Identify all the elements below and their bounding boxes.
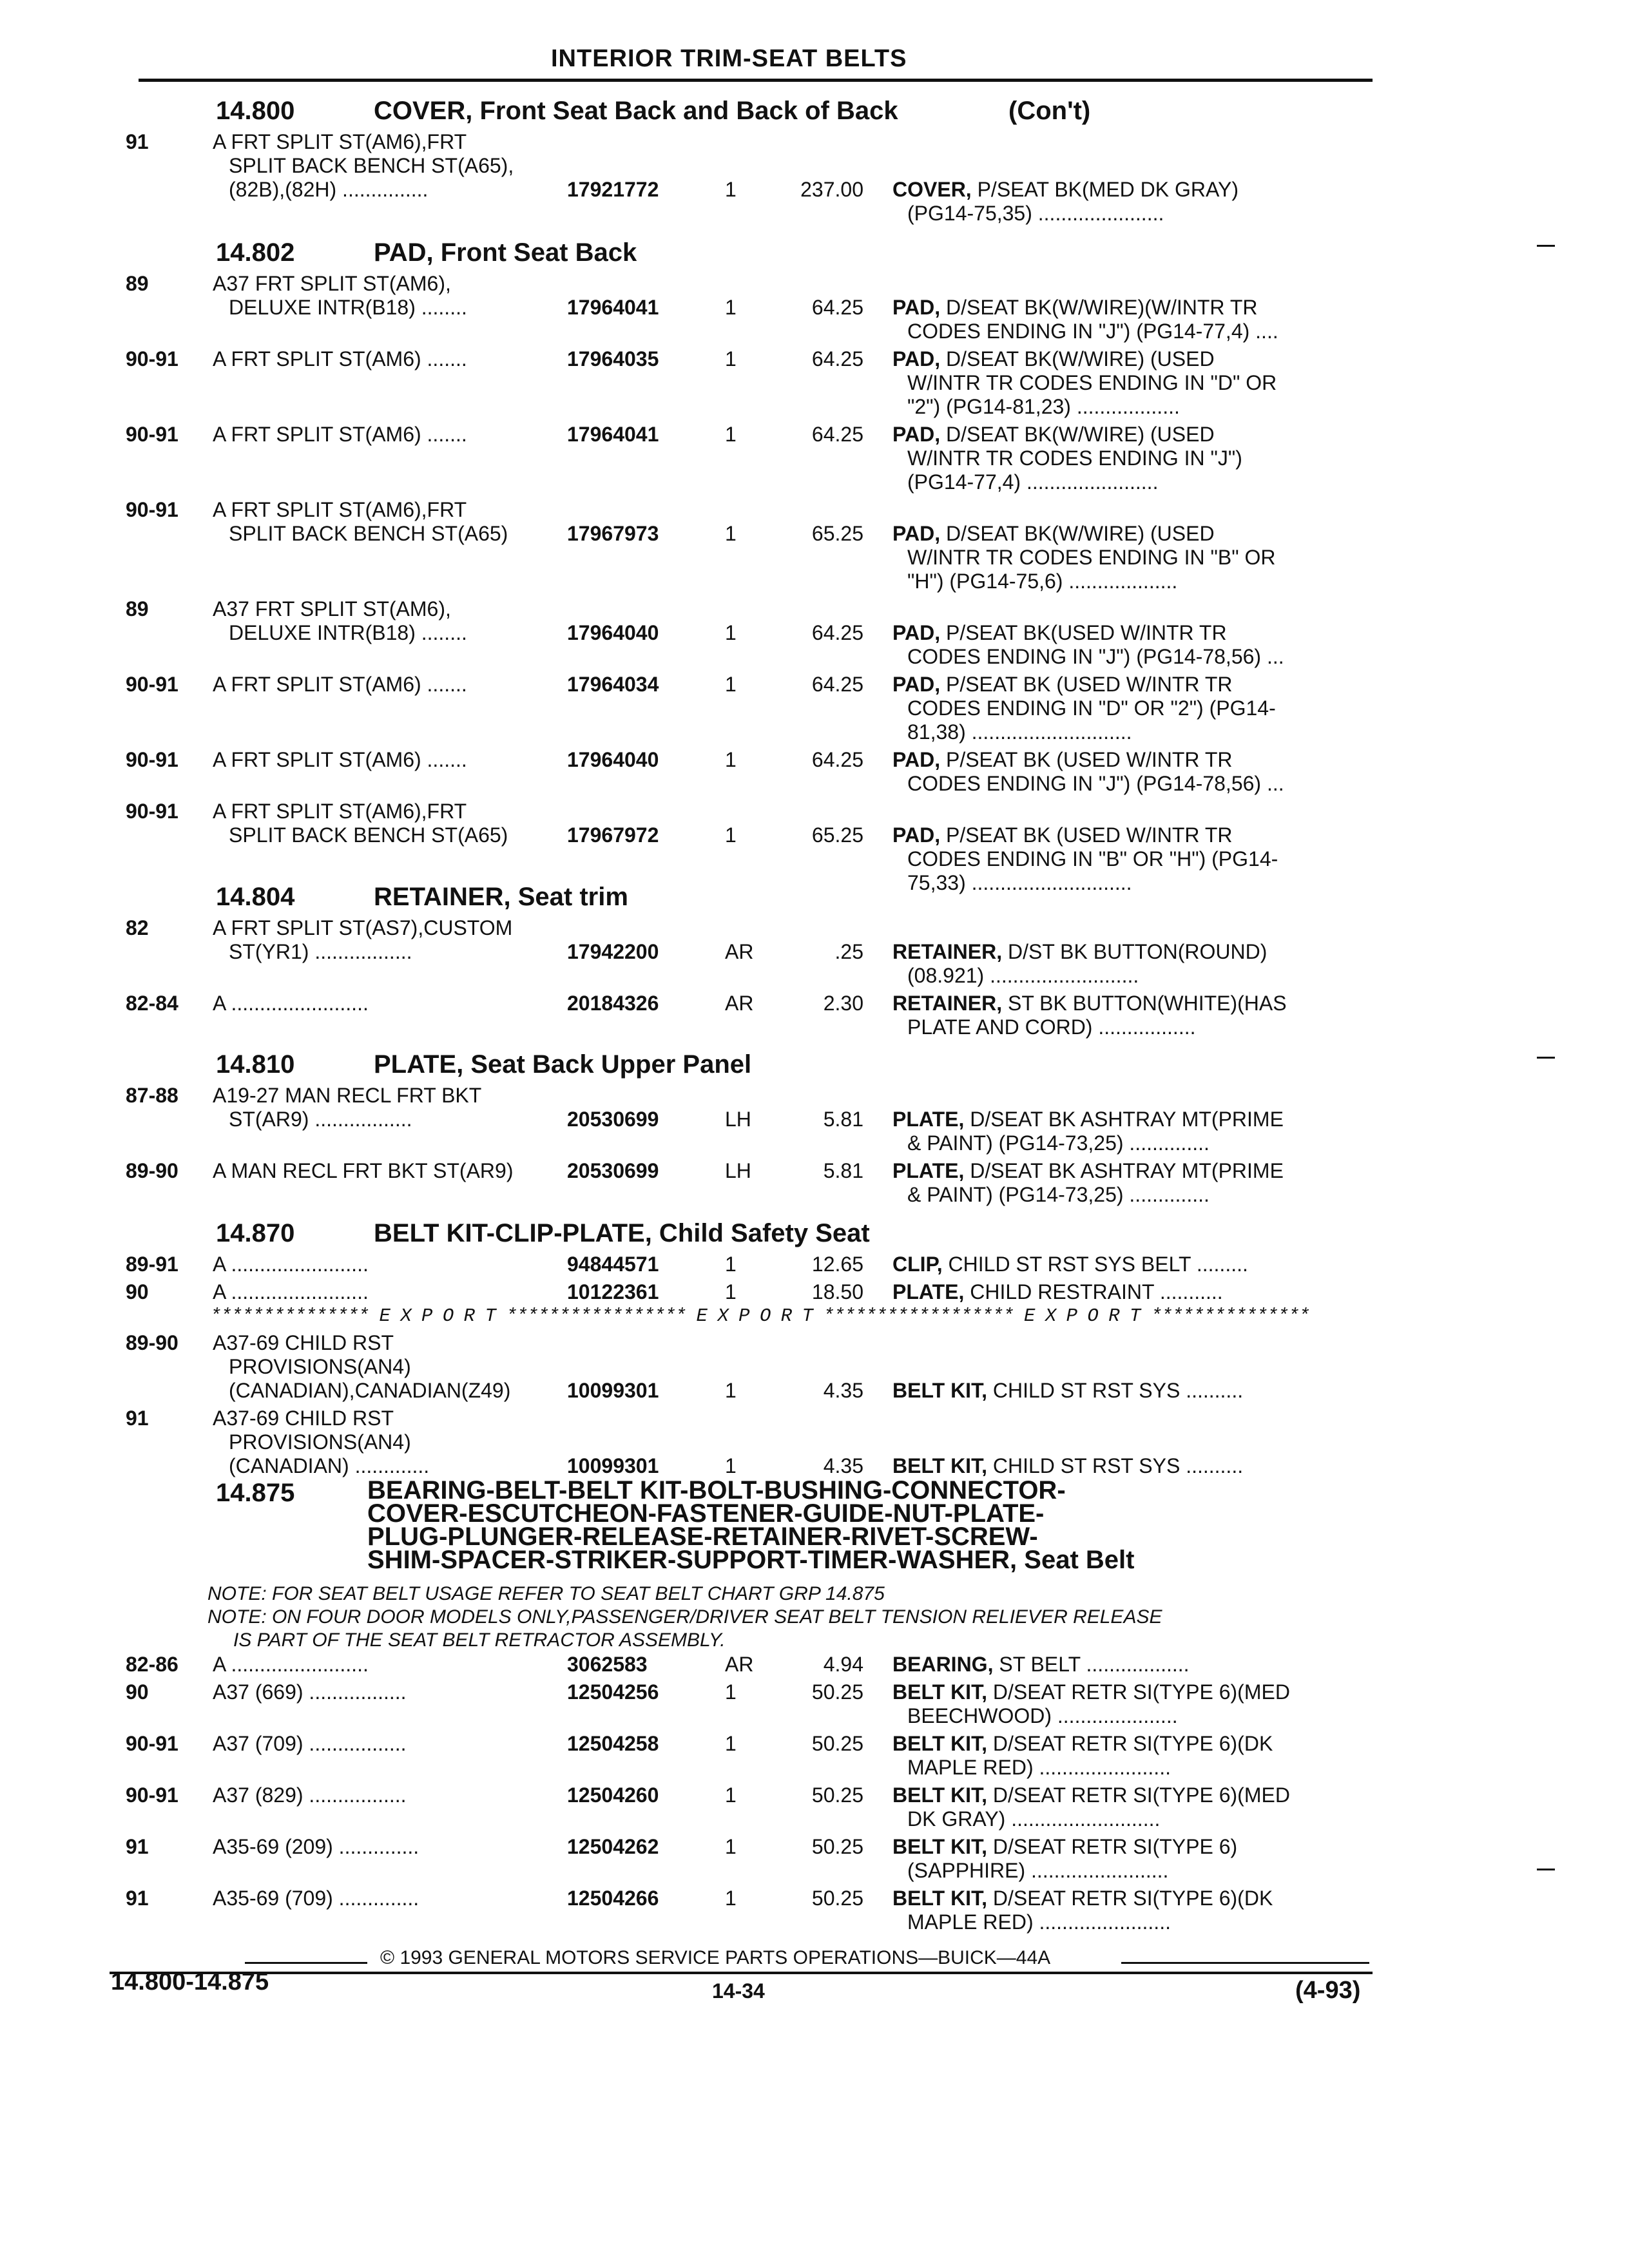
row-model: 91 <box>126 1887 149 1910</box>
row-part-number: 20530699 <box>567 1108 659 1131</box>
row-quantity: AR <box>725 992 754 1015</box>
row-description-cont: DK GRAY) .......................... <box>907 1807 1161 1831</box>
row-description-cont: CODES ENDING IN "J") (PG14-77,4) .... <box>907 320 1278 343</box>
row-description-first <box>892 178 1239 202</box>
row-part-number: 17967973 <box>567 522 659 545</box>
footer-page-number: 14-34 <box>712 1979 765 2003</box>
row-quantity: 1 <box>725 1732 737 1755</box>
row-description-cont: "2") (PG14-81,23) .................. <box>907 395 1180 418</box>
row-price: 65.25 <box>811 823 863 847</box>
row-quantity: 1 <box>725 347 737 370</box>
row-model: 91 <box>126 1835 149 1858</box>
row-price: 64.25 <box>811 621 863 644</box>
row-part-number: 17964040 <box>567 621 659 644</box>
row-model: 89-91 <box>126 1253 178 1276</box>
row-application: A37 (829) ................. <box>213 1783 407 1807</box>
row-description-keyword: RETAINER, <box>892 940 1003 963</box>
row-model: 89 <box>126 597 149 620</box>
row-description-cont: CODES ENDING IN "B" OR "H") (PG14- <box>907 847 1278 870</box>
row-application: A37 FRT SPLIT ST(AM6), <box>213 272 451 295</box>
row-price: 64.25 <box>811 423 863 446</box>
row-application: PROVISIONS(AN4) <box>229 1430 411 1454</box>
row-description-keyword: COVER, <box>892 178 972 201</box>
row-price: 50.25 <box>811 1732 863 1755</box>
row-quantity: 1 <box>725 1680 737 1704</box>
section-note: NOTE: ON FOUR DOOR MODELS ONLY,PASSENGER/DRIVER SEAT BELT TENSION RELIEVER RELEASE <box>207 1606 1162 1628</box>
row-application: A ........................ <box>213 1280 369 1303</box>
row-application: A ........................ <box>213 1653 369 1676</box>
section-note: NOTE: FOR SEAT BELT USAGE REFER TO SEAT BELT CHART GRP 14.875 <box>207 1583 885 1604</box>
row-model: 90-91 <box>126 1732 178 1755</box>
row-part-number: 17964041 <box>567 296 659 319</box>
row-model: 90-91 <box>126 748 178 771</box>
row-description-cont: 81,38) ............................ <box>907 720 1132 744</box>
row-application: A37 (669) ................. <box>213 1680 407 1704</box>
row-quantity: LH <box>725 1159 751 1182</box>
row-description-first <box>892 992 1287 1015</box>
row-part-number: 12504256 <box>567 1680 659 1704</box>
row-price: 50.25 <box>811 1835 863 1858</box>
row-description-cont: & PAINT) (PG14-73,25) .............. <box>907 1131 1210 1155</box>
row-description-keyword: PAD, <box>892 347 941 370</box>
row-description-first <box>892 1159 1284 1183</box>
row-model: 90-91 <box>126 673 178 696</box>
row-price: 2.30 <box>823 992 863 1015</box>
row-description-text: D/SEAT BK(W/WIRE) (USED <box>940 347 1215 370</box>
row-description-keyword: BELT KIT, <box>892 1680 987 1704</box>
margin-tick-mark <box>1537 1869 1555 1870</box>
row-part-number: 12504260 <box>567 1783 659 1807</box>
row-part-number: 17967972 <box>567 823 659 847</box>
row-application: DELUXE INTR(B18) ........ <box>229 621 467 644</box>
row-application: A FRT SPLIT ST(AM6) ....... <box>213 748 467 771</box>
row-part-number: 10099301 <box>567 1454 659 1477</box>
row-application: SPLIT BACK BENCH ST(A65) <box>229 823 508 847</box>
row-description-first <box>892 1253 1248 1276</box>
row-description-text: P/SEAT BK (USED W/INTR TR <box>940 823 1233 847</box>
row-price: 64.25 <box>811 347 863 370</box>
row-application: A37-69 CHILD RST <box>213 1331 394 1354</box>
row-description-first <box>892 748 1232 772</box>
row-application: SPLIT BACK BENCH ST(A65), <box>229 154 514 177</box>
row-price: 4.94 <box>823 1653 863 1676</box>
row-model: 87-88 <box>126 1084 178 1107</box>
row-application: A35-69 (209) .............. <box>213 1835 419 1858</box>
row-description-cont: (08.921) .......................... <box>907 964 1139 987</box>
footer-rule-right <box>1121 1962 1369 1964</box>
row-application: A37 FRT SPLIT ST(AM6), <box>213 597 451 620</box>
section-title: PLATE, Seat Back Upper Panel <box>374 1050 752 1079</box>
row-application: (CANADIAN),CANADIAN(Z49) <box>229 1379 511 1402</box>
row-description-cont: W/INTR TR CODES ENDING IN "B" OR <box>907 546 1276 569</box>
row-part-number: 12504258 <box>567 1732 659 1755</box>
row-quantity: 1 <box>725 1835 737 1858</box>
footer-rule-left <box>245 1962 367 1964</box>
row-price: 65.25 <box>811 522 863 545</box>
row-application: SPLIT BACK BENCH ST(A65) <box>229 522 508 545</box>
row-description-keyword: BELT KIT, <box>892 1835 987 1858</box>
row-part-number: 12504262 <box>567 1835 659 1858</box>
row-description-first <box>892 621 1227 645</box>
page-header-title: INTERIOR TRIM-SEAT BELTS <box>551 45 907 72</box>
row-description-first <box>892 423 1215 447</box>
row-part-number: 17921772 <box>567 178 659 201</box>
row-description-first <box>892 940 1267 964</box>
row-price: 5.81 <box>823 1108 863 1131</box>
row-model: 89-90 <box>126 1159 178 1182</box>
row-quantity: AR <box>725 1653 754 1676</box>
section-title-line: BEARING-BELT-BELT KIT-BOLT-BUSHING-CONNECTOR- <box>367 1476 1066 1504</box>
row-description-keyword: PAD, <box>892 522 941 545</box>
row-description-text: P/SEAT BK(MED DK GRAY) <box>971 178 1239 201</box>
row-description-first <box>892 1732 1273 1756</box>
row-description-text: D/SEAT BK ASHTRAY MT(PRIME <box>964 1108 1284 1131</box>
row-model: 90 <box>126 1680 149 1704</box>
row-description-first <box>892 1280 1223 1304</box>
section-number: 14.804 <box>216 883 295 911</box>
row-description-cont: CODES ENDING IN "D" OR "2") (PG14- <box>907 697 1276 720</box>
export-line: *************** E X P O R T ***************** E X P O R T ****************** E X P O R T *************** <box>210 1305 1309 1327</box>
margin-tick-mark <box>1537 245 1555 247</box>
section-title: PAD, Front Seat Back <box>374 238 637 267</box>
row-description-first <box>892 296 1258 320</box>
row-part-number: 12504266 <box>567 1887 659 1910</box>
row-description-keyword: PAD, <box>892 621 941 644</box>
row-description-text: D/SEAT BK(W/WIRE) (USED <box>940 423 1215 446</box>
row-part-number: 17964041 <box>567 423 659 446</box>
row-model: 90-91 <box>126 347 178 370</box>
row-part-number: 20184326 <box>567 992 659 1015</box>
row-price: 50.25 <box>811 1887 863 1910</box>
row-description-cont: (PG14-77,4) ....................... <box>907 470 1159 494</box>
row-quantity: 1 <box>725 1783 737 1807</box>
row-quantity: 1 <box>725 1280 737 1303</box>
row-model: 82 <box>126 916 149 939</box>
row-description-keyword: RETAINER, <box>892 992 1003 1015</box>
row-description-first <box>892 673 1232 697</box>
row-description-text: D/SEAT RETR SI(TYPE 6)(MED <box>987 1783 1290 1807</box>
row-quantity: 1 <box>725 522 737 545</box>
row-application: A37-69 CHILD RST <box>213 1407 394 1430</box>
row-description-cont: W/INTR TR CODES ENDING IN "D" OR <box>907 371 1277 394</box>
row-description-text: P/SEAT BK (USED W/INTR TR <box>940 748 1233 771</box>
row-description-text: D/SEAT RETR SI(TYPE 6)(MED <box>987 1680 1290 1704</box>
row-model: 90-91 <box>126 498 178 521</box>
row-price: 237.00 <box>800 178 863 201</box>
section-title: BELT KIT-CLIP-PLATE, Child Safety Seat <box>374 1219 870 1247</box>
row-application: A FRT SPLIT ST(AM6),FRT <box>213 130 467 153</box>
row-price: 64.25 <box>811 296 863 319</box>
row-application: A MAN RECL FRT BKT ST(AR9) <box>213 1159 514 1182</box>
row-application: A FRT SPLIT ST(AM6) ....... <box>213 347 467 370</box>
row-model: 91 <box>126 130 149 153</box>
row-description-cont: & PAINT) (PG14-73,25) .............. <box>907 1183 1210 1206</box>
row-part-number: 17964035 <box>567 347 659 370</box>
section-number: 14.800 <box>216 97 295 125</box>
row-description-keyword: BELT KIT, <box>892 1732 987 1755</box>
row-description-first <box>892 1653 1190 1677</box>
row-description-first <box>892 347 1215 371</box>
row-description-keyword: PAD, <box>892 673 941 696</box>
row-description-text: CHILD RESTRAINT ........... <box>964 1280 1223 1303</box>
footer-range: 14.800-14.875 <box>111 1968 269 1995</box>
row-price: 50.25 <box>811 1783 863 1807</box>
row-part-number: 94844571 <box>567 1253 659 1276</box>
row-application: A19-27 MAN RECL FRT BKT <box>213 1084 482 1107</box>
section-title: RETAINER, Seat trim <box>374 883 628 911</box>
row-description-text: CHILD ST RST SYS BELT ......... <box>942 1253 1248 1276</box>
row-price: 5.81 <box>823 1159 863 1182</box>
row-description-text: D/ST BK BUTTON(ROUND) <box>1002 940 1268 963</box>
row-quantity: 1 <box>725 673 737 696</box>
row-quantity: LH <box>725 1108 751 1131</box>
row-description-text: D/SEAT BK ASHTRAY MT(PRIME <box>964 1159 1284 1182</box>
row-description-text: P/SEAT BK(USED W/INTR TR <box>940 621 1227 644</box>
row-model: 90-91 <box>126 423 178 446</box>
footer-date: (4-93) <box>1295 1977 1361 2004</box>
row-model: 89 <box>126 272 149 295</box>
row-quantity: 1 <box>725 1454 737 1477</box>
row-application: A FRT SPLIT ST(AM6),FRT <box>213 498 467 521</box>
row-quantity: 1 <box>725 1379 737 1402</box>
row-price: .25 <box>834 940 863 963</box>
row-model: 90-91 <box>126 1783 178 1807</box>
row-description-keyword: BELT KIT, <box>892 1887 987 1910</box>
row-part-number: 10122361 <box>567 1280 659 1303</box>
row-model: 90-91 <box>126 800 178 823</box>
row-price: 50.25 <box>811 1680 863 1704</box>
footer-rule-bottom <box>110 1972 1373 1974</box>
row-application: A35-69 (709) .............. <box>213 1887 419 1910</box>
row-price: 12.65 <box>811 1253 863 1276</box>
section-title-line: SHIM-SPACER-STRIKER-SUPPORT-TIMER-WASHER, Seat Belt <box>367 1546 1135 1574</box>
row-model: 82-86 <box>126 1653 178 1676</box>
section-note: IS PART OF THE SEAT BELT RETRACTOR ASSEMBLY. <box>233 1629 726 1651</box>
row-description-cont: CODES ENDING IN "J") (PG14-78,56) ... <box>907 645 1284 668</box>
margin-tick-mark <box>1537 1057 1555 1059</box>
row-part-number: 17964034 <box>567 673 659 696</box>
row-price: 64.25 <box>811 748 863 771</box>
row-description-first <box>892 1887 1273 1910</box>
row-description-keyword: PAD, <box>892 823 941 847</box>
row-description-cont: (SAPPHIRE) ........................ <box>907 1859 1169 1882</box>
row-price: 64.25 <box>811 673 863 696</box>
row-application: A FRT SPLIT ST(AS7),CUSTOM <box>213 916 513 939</box>
row-description-text: D/SEAT BK(W/WIRE) (USED <box>940 522 1215 545</box>
row-description-first <box>892 1835 1237 1859</box>
row-application: ST(YR1) ................. <box>229 940 412 963</box>
row-description-cont: CODES ENDING IN "J") (PG14-78,56) ... <box>907 772 1284 795</box>
row-price: 18.50 <box>811 1280 863 1303</box>
section-number: 14.810 <box>216 1050 295 1079</box>
row-quantity: 1 <box>725 178 737 201</box>
row-quantity: 1 <box>725 748 737 771</box>
row-description-text: ST BK BUTTON(WHITE)(HAS <box>1002 992 1287 1015</box>
row-description-first <box>892 522 1215 546</box>
row-description-keyword: PLATE, <box>892 1159 965 1182</box>
row-part-number: 17964040 <box>567 748 659 771</box>
row-price: 4.35 <box>823 1379 863 1402</box>
row-application: A FRT SPLIT ST(AM6) ....... <box>213 423 467 446</box>
row-quantity: 1 <box>725 296 737 319</box>
section-number: 14.870 <box>216 1219 295 1247</box>
row-description-keyword: CLIP, <box>892 1253 943 1276</box>
row-description-keyword: PLATE, <box>892 1280 965 1303</box>
row-description-first <box>892 1379 1243 1403</box>
row-description-cont: MAPLE RED) ....................... <box>907 1756 1171 1779</box>
row-application: A ........................ <box>213 1253 369 1276</box>
row-description-text: P/SEAT BK (USED W/INTR TR <box>940 673 1233 696</box>
row-model: 89-90 <box>126 1331 178 1354</box>
row-application: (82B),(82H) ............... <box>229 178 429 201</box>
row-description-text: ST BELT .................. <box>993 1653 1190 1676</box>
row-description-cont: 75,33) ............................ <box>907 871 1132 894</box>
row-quantity: 1 <box>725 621 737 644</box>
section-title-line: COVER-ESCUTCHEON-FASTENER-GUIDE-NUT-PLATE- <box>367 1499 1045 1528</box>
row-price: 4.35 <box>823 1454 863 1477</box>
row-description-text: D/SEAT BK(W/WIRE)(W/INTR TR <box>940 296 1258 319</box>
row-description-cont: (PG14-75,35) ...................... <box>907 202 1164 225</box>
row-description-cont: PLATE AND CORD) ................. <box>907 1015 1196 1039</box>
row-description-first <box>892 1454 1243 1478</box>
row-application: ST(AR9) ................. <box>229 1108 412 1131</box>
row-description-keyword: BEARING, <box>892 1653 994 1676</box>
row-description-first <box>892 1783 1290 1807</box>
row-part-number: 10099301 <box>567 1379 659 1402</box>
row-application: A ........................ <box>213 992 369 1015</box>
row-description-text: D/SEAT RETR SI(TYPE 6) <box>987 1835 1238 1858</box>
row-application: DELUXE INTR(B18) ........ <box>229 296 467 319</box>
header-rule <box>139 79 1373 82</box>
row-description-first <box>892 823 1232 847</box>
row-description-text: D/SEAT RETR SI(TYPE 6)(DK <box>987 1887 1273 1910</box>
row-quantity: 1 <box>725 823 737 847</box>
row-part-number: 20530699 <box>567 1159 659 1182</box>
section-number: 14.802 <box>216 238 295 267</box>
row-description-keyword: BELT KIT, <box>892 1783 987 1807</box>
row-part-number: 3062583 <box>567 1653 648 1676</box>
section-title-line: PLUG-PLUNGER-RELEASE-RETAINER-RIVET-SCREW- <box>367 1523 1038 1551</box>
row-description-keyword: BELT KIT, <box>892 1454 987 1477</box>
row-description-first <box>892 1108 1284 1131</box>
row-model: 90 <box>126 1280 149 1303</box>
row-application: PROVISIONS(AN4) <box>229 1355 411 1378</box>
row-description-keyword: PAD, <box>892 296 941 319</box>
row-description-cont: BEECHWOOD) ..................... <box>907 1704 1178 1727</box>
row-application: (CANADIAN) ............. <box>229 1454 430 1477</box>
row-description-text: CHILD ST RST SYS .......... <box>987 1454 1244 1477</box>
row-model: 82-84 <box>126 992 178 1015</box>
row-description-keyword: PLATE, <box>892 1108 965 1131</box>
row-application: A FRT SPLIT ST(AM6),FRT <box>213 800 467 823</box>
footer-copyright: © 1993 GENERAL MOTORS SERVICE PARTS OPERATIONS—BUICK—44A <box>380 1947 1051 1968</box>
section-continued: (Con't) <box>1008 97 1091 125</box>
row-description-cont: MAPLE RED) ....................... <box>907 1910 1171 1934</box>
row-model: 91 <box>126 1407 149 1430</box>
row-quantity: AR <box>725 940 754 963</box>
row-description-keyword: BELT KIT, <box>892 1379 987 1402</box>
row-description-text: D/SEAT RETR SI(TYPE 6)(DK <box>987 1732 1273 1755</box>
row-description-first <box>892 1680 1290 1704</box>
row-application: A FRT SPLIT ST(AM6) ....... <box>213 673 467 696</box>
row-description-text: CHILD ST RST SYS .......... <box>987 1379 1244 1402</box>
row-description-keyword: PAD, <box>892 423 941 446</box>
row-quantity: 1 <box>725 1887 737 1910</box>
row-description-cont: "H") (PG14-75,6) ................... <box>907 570 1178 593</box>
row-description-cont: W/INTR TR CODES ENDING IN "J") <box>907 447 1242 470</box>
row-part-number: 17942200 <box>567 940 659 963</box>
section-title: COVER, Front Seat Back and Back of Back <box>374 97 898 125</box>
row-quantity: 1 <box>725 423 737 446</box>
row-application: A37 (709) ................. <box>213 1732 407 1755</box>
section-number: 14.875 <box>216 1479 295 1507</box>
row-quantity: 1 <box>725 1253 737 1276</box>
row-description-keyword: PAD, <box>892 748 941 771</box>
